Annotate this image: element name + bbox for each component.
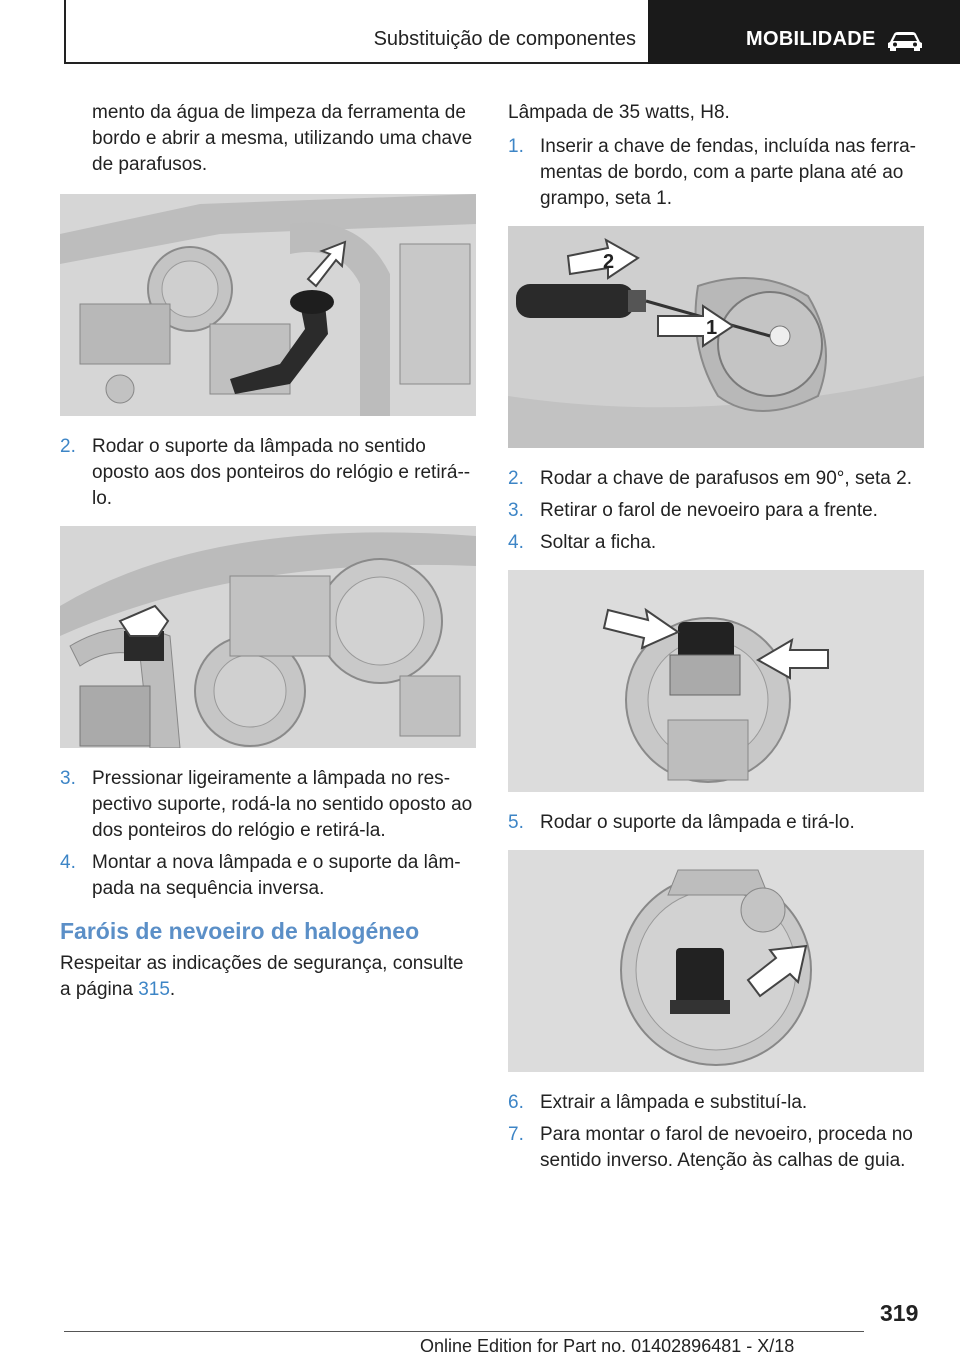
step-text: Soltar a ficha. — [540, 532, 657, 553]
foglight-screwdriver-illustration — [508, 226, 924, 448]
right-step-6 — [508, 1090, 924, 1116]
step-number: 2. — [508, 468, 524, 489]
figure-connector-unplug — [508, 570, 924, 792]
right-intro-text: Lâmpada de 35 watts, H8. — [508, 102, 730, 123]
left-step-4 — [60, 850, 476, 902]
footer-divider — [64, 1331, 864, 1332]
left-step-2 — [60, 434, 476, 512]
step-number: 4. — [60, 852, 76, 873]
figure-screwdriver-foglight — [508, 226, 924, 448]
left-step-3 — [60, 766, 476, 844]
step-text: Inserir a chave de fendas, incluída nas ferramentas de bordo, com a parte plana até ao grampo, seta 1. — [540, 136, 916, 209]
step-text: Rodar o suporte da lâmpada e tirá-lo. — [540, 812, 855, 833]
step-text: Montar a nova lâmpada e o suporte da lâmpada na sequência inversa. — [92, 852, 461, 899]
arrow-label-2: 2 — [603, 251, 615, 273]
right-step-5 — [508, 810, 924, 836]
headlight-housing-illustration — [60, 526, 476, 748]
left-column — [60, 100, 476, 1003]
header-title-box — [64, 0, 648, 64]
right-column — [508, 100, 924, 1180]
page-number: 319 — [880, 1300, 919, 1326]
section-heading: Faróis de nevoeiro de halogéneo — [60, 918, 420, 944]
figure-lamp-holder — [60, 526, 476, 748]
step-text: Extrair a lâmpada e substituí-la. — [540, 1092, 808, 1113]
safety-note — [60, 951, 476, 1003]
step-number: 2. — [60, 436, 76, 457]
step-number: 3. — [508, 500, 524, 521]
foglight-connector-illustration — [508, 570, 924, 792]
right-step-2 — [508, 466, 924, 492]
safety-note-end: . — [169, 979, 176, 1000]
step-text: Rodar o suporte da lâmpada no sentido oposto aos dos ponteiros do relógio e retirá--lo. — [92, 436, 471, 509]
arrow-label-1: 1 — [706, 317, 718, 339]
car-icon — [886, 28, 924, 52]
right-step-4 — [508, 530, 924, 556]
safety-note-text: Respeitar as indicações de segurança, consulte a página — [60, 953, 464, 1000]
step-number: 1. — [508, 136, 524, 157]
header-section-box — [648, 0, 960, 64]
header-title: Substituição de componentes — [373, 28, 636, 50]
step-text: Para montar o farol de nevoeiro, proceda no sentido inverso. Atenção às calhas de guia. — [540, 1124, 913, 1171]
figure-lamp-holder-removal — [508, 850, 924, 1072]
step-number: 6. — [508, 1092, 524, 1113]
step-text: Retirar o farol de nevoeiro para a frente. — [540, 500, 878, 521]
step-text: Rodar a chave de parafusos em 90°, seta 2. — [540, 468, 912, 489]
left-intro-text: mento da água de limpeza da ferramenta de bordo e abrir a mesma, utilizando uma chave de parafusos. — [92, 102, 473, 175]
step-number: 3. — [60, 768, 76, 789]
right-step-3 — [508, 498, 924, 524]
step-number: 4. — [508, 532, 524, 553]
figure-engine-bay-reservoir — [60, 194, 476, 416]
footer-edition: Online Edition for Part no. 01402896481 - X/18 — [420, 1336, 795, 1356]
page-link-315[interactable]: 315 — [138, 979, 170, 1000]
header-section: MOBILIDADE — [746, 28, 876, 50]
step-number: 5. — [508, 812, 524, 833]
step-text: Pressionar ligeiramente a lâmpada no respectivo suporte, rodá-la no sentido oposto ao dos ponteiros do relógio e retirá-la. — [92, 768, 473, 841]
engine-bay-illustration — [60, 194, 476, 416]
right-step-1 — [508, 134, 924, 212]
right-step-7 — [508, 1122, 924, 1174]
lamp-holder-illustration — [508, 850, 924, 1072]
step-number: 7. — [508, 1124, 524, 1145]
